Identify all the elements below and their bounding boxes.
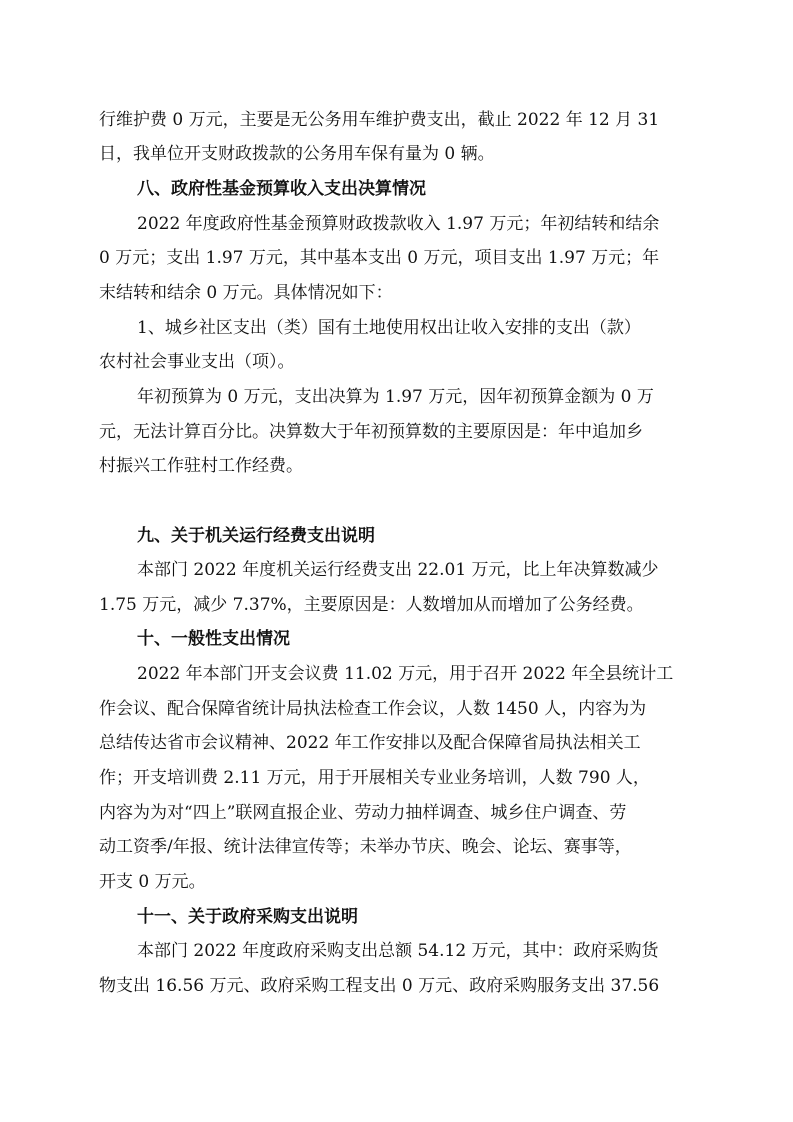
body-line: 本部门 2022 年度政府采购支出总额 54.12 万元，其中：政府采购货 [137, 941, 659, 961]
body-line: 动工资季/年报、统计法律宣传等；未举办节庆、晚会、论坛、赛事等， [99, 837, 632, 857]
body-line: 内容为为对“四上”联网直报企业、劳动力抽样调查、城乡住户调查、劳 [99, 803, 627, 823]
body-line: 农村社会事业支出（项）。 [99, 352, 295, 372]
body-line: 2022 年度政府性基金预算财政拨款收入 1.97 万元；年初结转和结余 [137, 214, 660, 234]
section-heading: 八、政府性基金预算收入支出决算情况 [137, 179, 426, 199]
body-line: 开支 0 万元。 [99, 872, 206, 892]
body-line: 村振兴工作驻村工作经费。 [99, 456, 303, 476]
body-line: 末结转和结余 0 万元。具体情况如下： [99, 283, 393, 303]
body-line: 元，无法计算百分比。决算数大于年初预算数的主要原因是：年中追加乡 [99, 422, 643, 442]
body-line: 作会议、配合保障省统计局执法检查工作会议，人数 1450 人，内容为为 [99, 699, 647, 719]
body-line: 1、城乡社区支出（类）国有土地使用权出让收入安排的支出（款） [137, 318, 641, 338]
body-line: 2022 年本部门开支会议费 11.02 万元，用于召开 2022 年全县统计工 [137, 664, 674, 684]
section-heading: 九、关于机关运行经费支出说明 [137, 526, 375, 546]
section-heading: 十、一般性支出情况 [137, 629, 290, 649]
body-line: 本部门 2022 年度机关运行经费支出 22.01 万元，比上年决算数减少 [137, 560, 659, 580]
body-line: 1.75 万元，减少 7.37%，主要原因是：人数增加从而增加了公务经费。 [99, 595, 644, 615]
body-line: 物支出 16.56 万元、政府采购工程支出 0 万元、政府采购服务支出 37.56 [99, 976, 660, 996]
body-line: 作；开支培训费 2.11 万元，用于开展相关专业业务培训，人数 790 人， [99, 768, 650, 788]
body-line: 年初预算为 0 万元，支出决算为 1.97 万元，因年初预算金额为 0 万 [137, 387, 654, 407]
body-line: 日，我单位开支财政拨款的公务用车保有量为 0 辆。 [99, 144, 495, 164]
body-line: 总结传达省市会议精神、2022 年工作安排以及配合保障省局执法相关工 [99, 733, 641, 753]
body-line: 行维护费 0 万元，主要是无公务用车维护费支出，截止 2022 年 12 月 31 [99, 110, 660, 130]
section-heading: 十一、关于政府采购支出说明 [137, 907, 358, 927]
body-line: 0 万元；支出 1.97 万元，其中基本支出 0 万元，项目支出 1.97 万元；年 [99, 248, 660, 268]
